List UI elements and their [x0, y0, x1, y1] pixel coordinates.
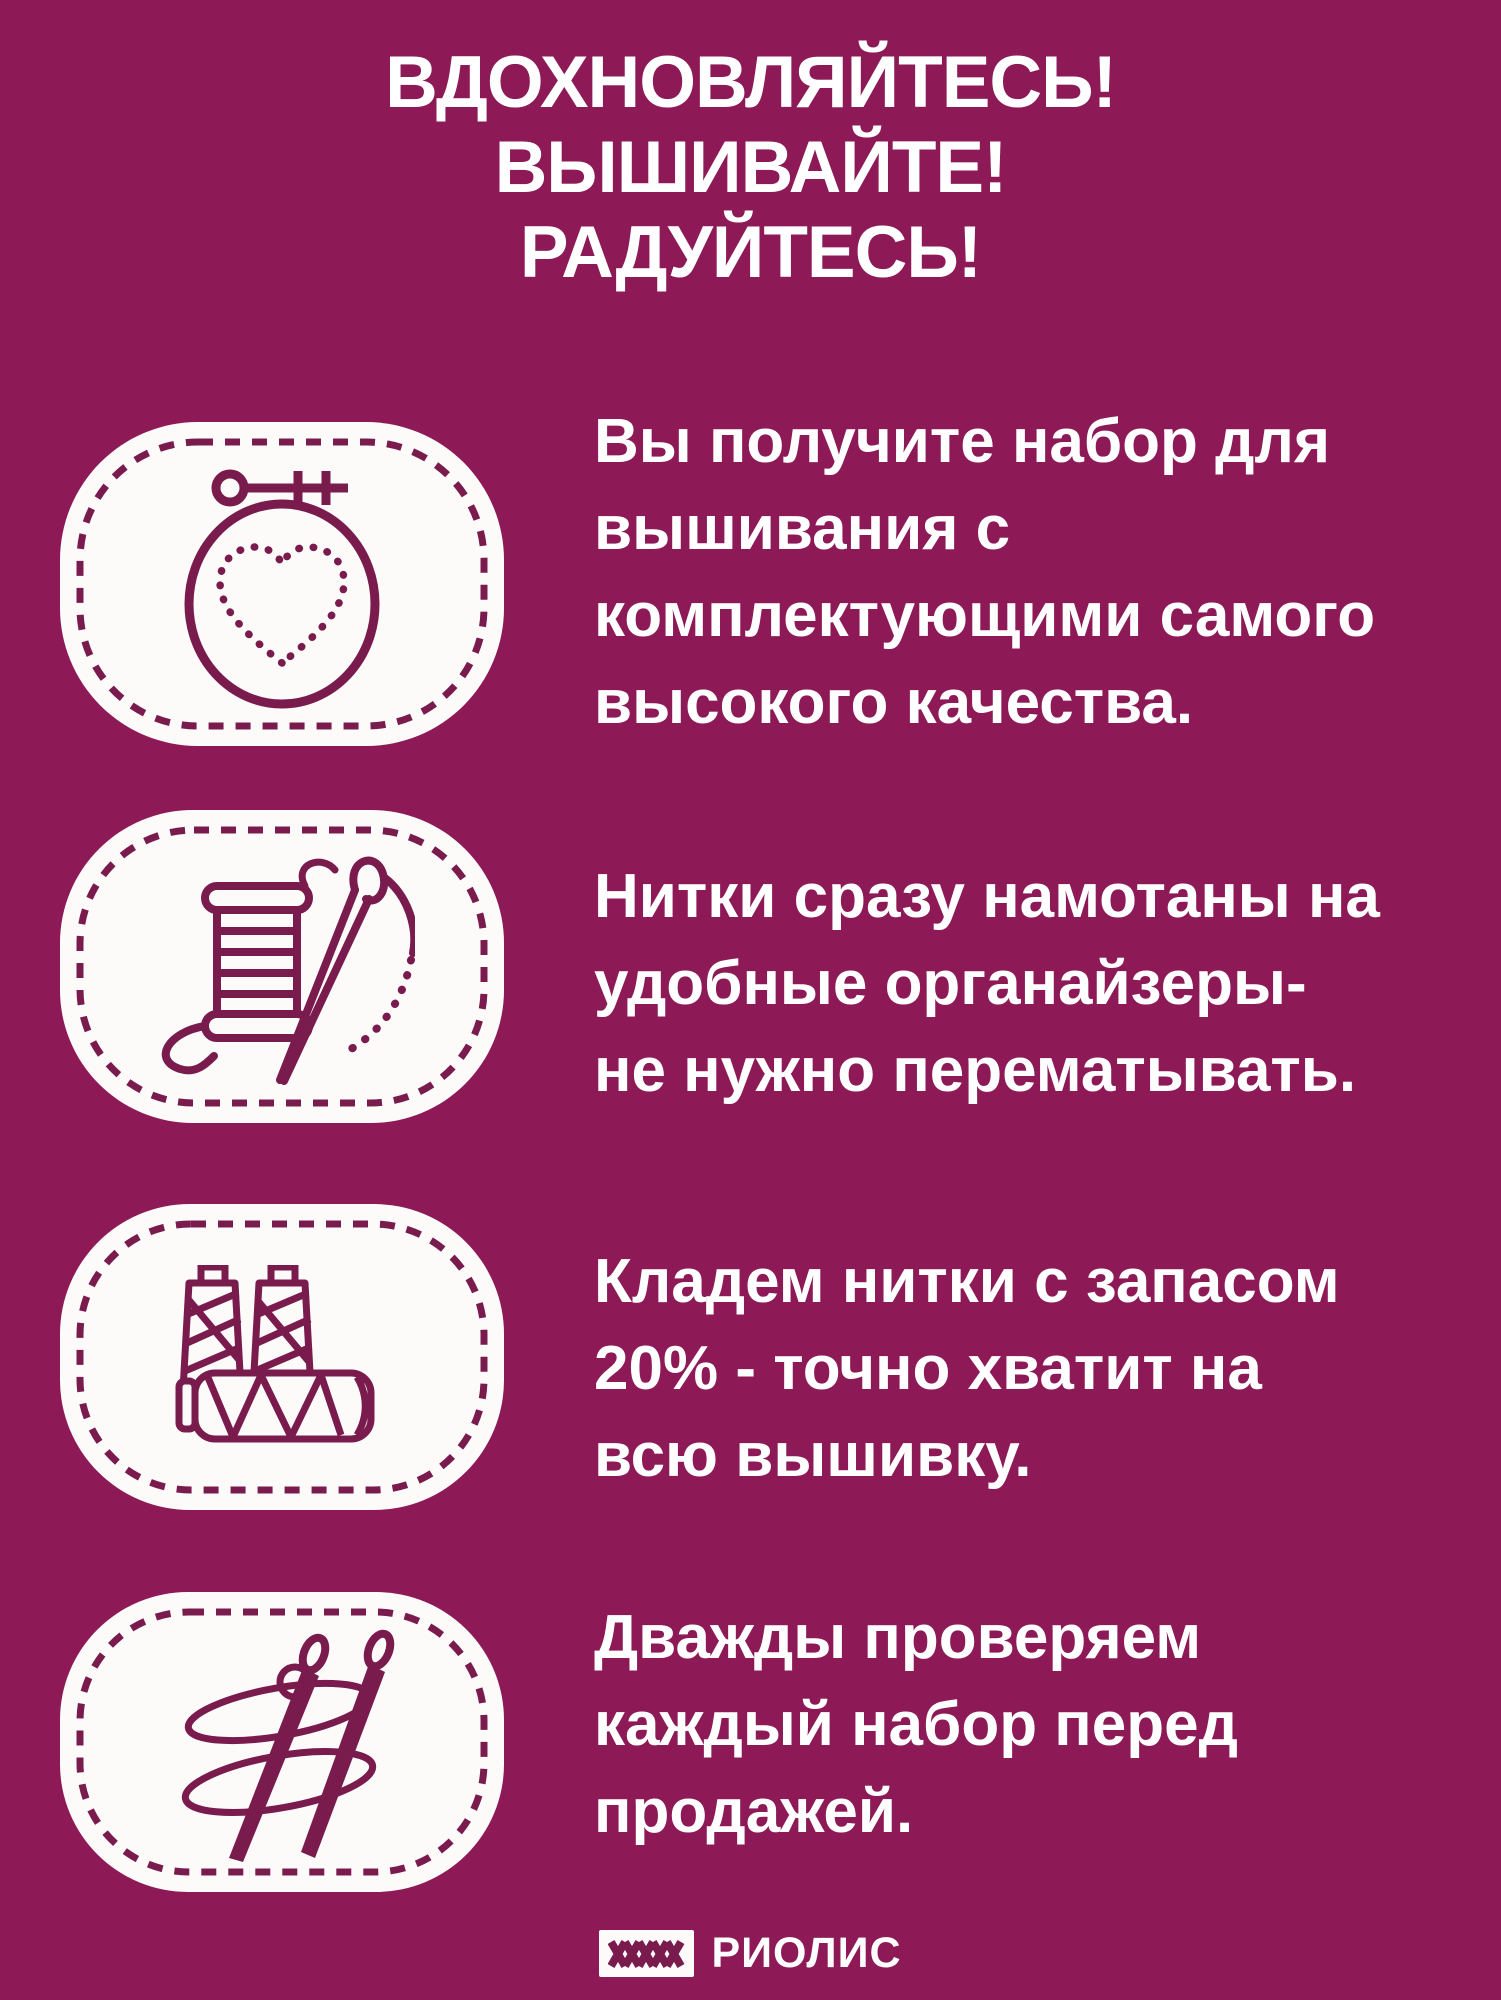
- embroidery-hoop-heart-icon: [180, 458, 385, 710]
- needle-and-spool-icon: [150, 848, 415, 1085]
- feature-text-line: вышивания с: [594, 494, 1011, 563]
- feature-text-line: продажей.: [594, 1777, 914, 1846]
- title-line-3: РАДУЙТЕСЬ!: [519, 212, 982, 293]
- brand-footer: [0, 1929, 1501, 1978]
- feature-text-line: не нужно перематывать.: [594, 1036, 1357, 1105]
- feature-text-line: Дважды проверяем: [594, 1603, 1202, 1672]
- feature-text-line: удобные органайзеры-: [594, 949, 1307, 1018]
- feature-text: [594, 1238, 1340, 1499]
- feature-badge: [58, 1590, 506, 1894]
- feature-badge: [58, 1202, 506, 1512]
- feature-text: [594, 1594, 1238, 1855]
- feature-badge: [58, 808, 506, 1125]
- feature-row-extra-thread: [0, 1202, 1501, 1512]
- thread-cones-icon: [173, 1265, 391, 1450]
- title-line-1: ВДОХНОВЛЯЙТЕСЬ!: [385, 42, 1116, 123]
- feature-row-double-check: [0, 1590, 1501, 1894]
- feature-text-line: 20% - точно хватит на: [594, 1334, 1262, 1403]
- feature-text-line: Вы получите набор для: [594, 407, 1331, 476]
- feature-text: [594, 853, 1380, 1114]
- feature-badge: [58, 420, 506, 748]
- feature-row-quality: [0, 407, 1501, 748]
- cross-stitch-xxx-glyph: [608, 1939, 686, 1969]
- feature-text-line: каждый набор перед: [594, 1690, 1238, 1759]
- feature-text-line: Кладем нитки с запасом: [594, 1247, 1340, 1316]
- title-line-2: ВЫШИВАЙТЕ!: [494, 127, 1007, 208]
- feature-text-line: всю вышивку.: [594, 1421, 1032, 1490]
- brand-name: РИОЛИС: [711, 1929, 902, 1977]
- feature-text-line: Нитки сразу намотаны на: [594, 862, 1380, 931]
- feature-text-line: высокого качества.: [594, 668, 1194, 737]
- cross-stitch-xxx-logo-icon: [599, 1930, 694, 1977]
- page-title: [0, 40, 1501, 295]
- feature-text: [594, 398, 1375, 746]
- two-needles-thread-icon: [167, 1620, 397, 1865]
- feature-row-organizers: [0, 808, 1501, 1125]
- feature-text-line: комплектующими самого: [594, 581, 1376, 650]
